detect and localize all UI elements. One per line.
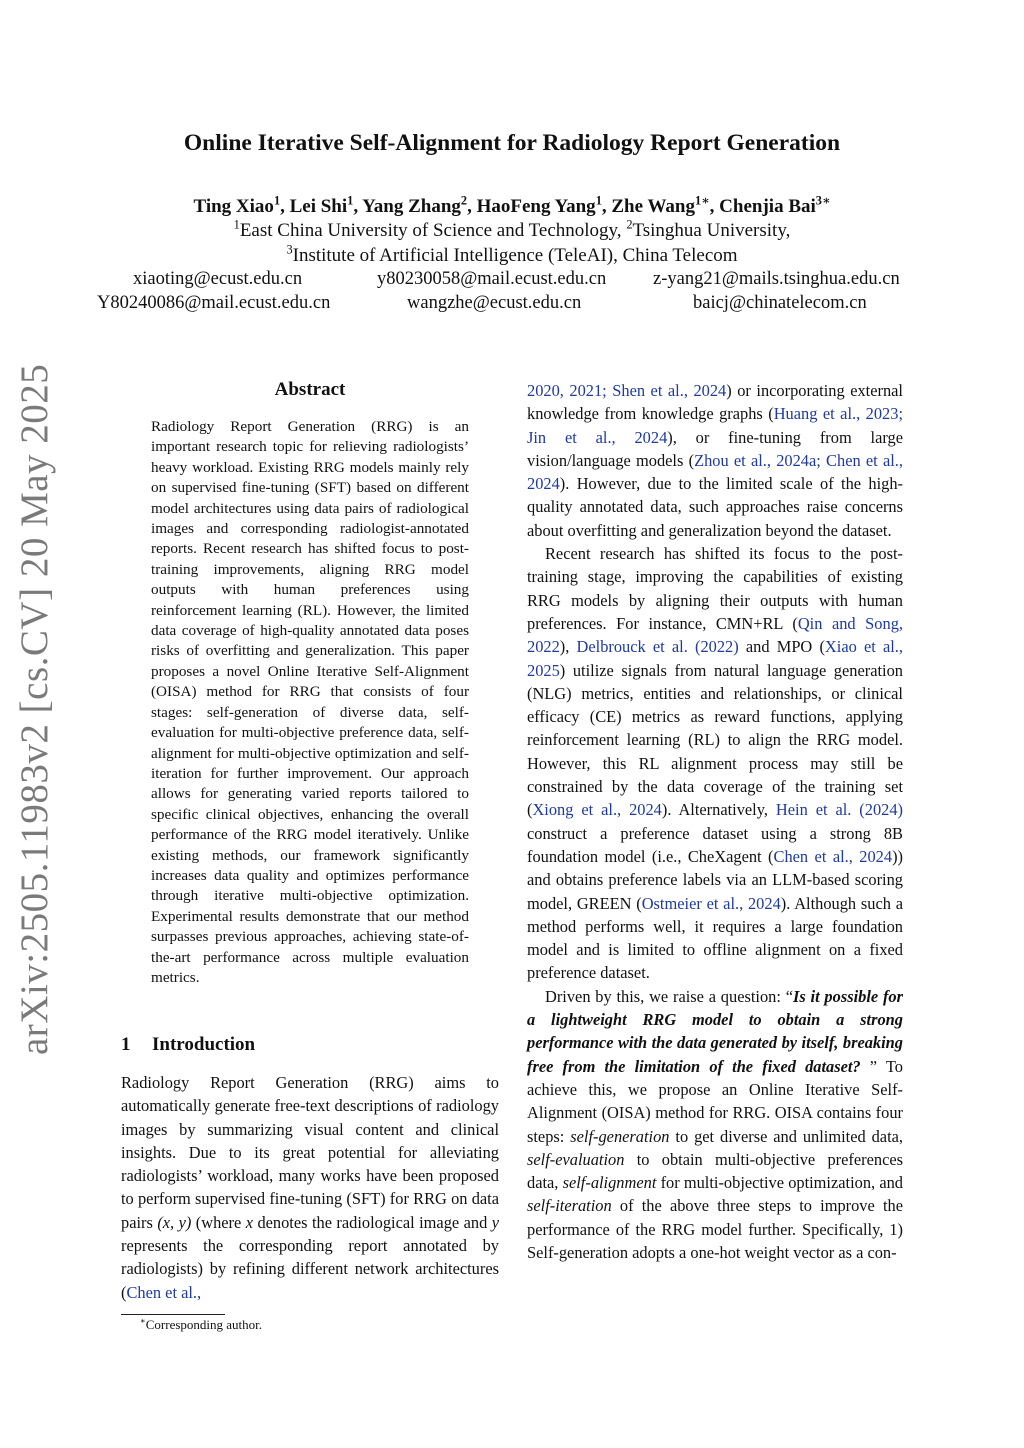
email: y80230058@mail.ecust.edu.cn bbox=[377, 269, 607, 289]
body-text: Driven by this, we raise a question: “ bbox=[545, 986, 793, 1006]
arxiv-identifier: arXiv:2505.11983v2 [cs.CV] 20 May 2025 bbox=[13, 363, 56, 1055]
affiliation-text: Institute of Artificial Intelligence (TeleAI), China Telecom bbox=[292, 245, 738, 266]
email: baicj@chinatelecom.cn bbox=[693, 293, 867, 313]
author-affil-mark: 1 bbox=[595, 193, 602, 208]
author-affil-mark: 2 bbox=[460, 193, 468, 208]
math-inline: (x, y) bbox=[157, 1212, 192, 1232]
footnote-mark: ∗ bbox=[140, 1315, 146, 1326]
affil-mark: 3 bbox=[286, 242, 293, 257]
email: z-yang21@mails.tsinghua.edu.cn bbox=[653, 269, 900, 289]
body-text: and MPO ( bbox=[738, 637, 825, 657]
affiliation-text: Tsinghua University, bbox=[632, 220, 791, 241]
author-list: Ting Xiao$^1$, Lei Shi$^1$, Yang Zhang$^2$, HaoFeng Yang$^1$, Zhe Wang$^{1∗}$, Chenjia Bai$^{3∗}$ bbox=[193, 193, 831, 217]
section-heading-introduction bbox=[121, 1034, 255, 1056]
author-name: Yang Zhang bbox=[362, 196, 461, 217]
citation-link[interactable]: Chen et al., 2024 bbox=[773, 846, 893, 866]
body-text: Radiology Report Generation (RRG) aims to automatically generate free-text descriptions of radiology images by summarizing visual content and clinical insights. Due to its great potential for alleviating radiologists’ workload, many works have been proposed to perform supervised fine-tuning (SFT) for RRG on data pairs bbox=[121, 1073, 499, 1232]
body-text: ) utilize signals from natural language generation (NLG) metrics, entities and relationships, or clinical efficacy (CE) metrics as reward functions, applying reinforcement learning (RL) to align the RRG model. However, this RL alignment process may still be constrained by the data coverage of the training set ( bbox=[527, 660, 903, 820]
citation-link[interactable]: Zhou et al., 2024a; Chen et al., 2024 bbox=[527, 450, 903, 494]
body-text: to get diverse and unlimited data, bbox=[669, 1126, 904, 1146]
abstract-heading: Abstract bbox=[274, 379, 346, 400]
footnote bbox=[140, 1317, 262, 1333]
body-text: construct a preference dataset using a strong 8B foundation model (i.e., CheXagent ( bbox=[527, 823, 903, 866]
author-name: HaoFeng Yang bbox=[476, 196, 596, 217]
affiliation-line-2 bbox=[0, 242, 1024, 267]
author-affil-mark: 1 bbox=[273, 193, 281, 208]
citation-link[interactable]: Chen et al., bbox=[126, 1282, 202, 1302]
footnote-text: Corresponding author. bbox=[145, 1317, 263, 1332]
right-paragraph-3 bbox=[527, 985, 903, 1265]
emphasis-term: self-iteration bbox=[527, 1196, 612, 1216]
abstract-text: Radiology Report Generation (RRG) is an important research topic for relieving radiologists’ heavy workload. Existing RRG models mainly rely on supervised fine-tuning (SFT) based on different model architectures using data pairs of radiological images and corresponding radiologist-annotated reports. Recent research has shifted focus to post-training improvements, aligning RRG model outputs with human preferences using reinforcement learning (RL). However, the limited data coverage of high-quality annotated data poses risks of overfitting and generalization. This paper proposes a novel Online Iterative Self-Alignment (OISA) method for RRG that consists of four stages: self-generation of diverse data, self-evaluation for multi-objective preference data, self-alignment for multi-objective optimization and self-iteration for further improvement. Our approach allows for generating varied reports tailored to specific clinical objectives, enhancing the overall performance of the RRG model iteratively. Unlike existing methods, our framework significantly increases data quality and optimizes performance through iterative multi-objective optimization. Experimental results demonstrate that our method surpasses previous approaches, achieving state-of-the-art performance across multiple evaluation metrics. bbox=[151, 418, 469, 986]
email: wangzhe@ecust.edu.cn bbox=[407, 293, 582, 313]
body-text: ), or fine-tuning from large vision/language models ( bbox=[527, 427, 903, 470]
emphasis-term: self-alignment bbox=[562, 1173, 657, 1193]
citation-link[interactable]: Ostmeier et al., 2024 bbox=[641, 893, 781, 913]
author-affil-mark: 3∗ bbox=[815, 193, 831, 208]
paper-title: Online Iterative Self-Alignment for Radiology Report Generation bbox=[183, 130, 841, 156]
math-inline: y bbox=[491, 1212, 500, 1232]
section-title: Introduction bbox=[152, 1034, 256, 1055]
emphasis-question: Is it possible for a lightweight RRG model to obtain a strong performance with the data generated by itself, breaking free from the limitation of the fixed dataset? bbox=[527, 986, 903, 1076]
citation-link[interactable]: Qin and Song, 2022 bbox=[527, 613, 903, 657]
body-text: represents the corresponding report annotated by radiologists) by refining different network architectures ( bbox=[121, 1236, 499, 1302]
body-text: )) and obtains preference labels via an LLM-based scoring model, GREEN ( bbox=[527, 846, 903, 913]
author-name: Lei Shi bbox=[289, 196, 348, 217]
body-text: ). Alternatively, bbox=[661, 800, 776, 820]
author-name: Zhe Wang bbox=[611, 196, 695, 217]
affiliation-text: East China University of Science and Technology, bbox=[239, 220, 627, 241]
math-inline: x bbox=[245, 1212, 253, 1232]
body-text: ). However, due to the limited scale of the high-quality annotated data, such approaches raise concerns about overfitting and generalization beyond the dataset. bbox=[527, 474, 903, 540]
email: Y80240086@mail.ecust.edu.cn bbox=[97, 293, 331, 313]
right-paragraph-2 bbox=[527, 542, 903, 985]
body-text: denotes the radiological image and bbox=[253, 1212, 492, 1232]
introduction-paragraph-1 bbox=[121, 1071, 499, 1304]
citation-link[interactable]: Huang et al., 2023; Jin et al., 2024 bbox=[527, 404, 903, 447]
author-affil-mark: 1∗ bbox=[694, 193, 710, 208]
body-text: (where bbox=[191, 1212, 246, 1232]
section-number: 1 bbox=[121, 1034, 131, 1055]
emphasis-term: self-evaluation bbox=[527, 1149, 625, 1169]
emphasis-term: self-generation bbox=[570, 1126, 670, 1146]
email: xiaoting@ecust.edu.cn bbox=[133, 269, 303, 289]
body-text: of the above three steps to improve the performance of the RRG model further. Specifically, 1) Self-generation adopts a one-hot weight vector as a con- bbox=[527, 1196, 903, 1262]
body-text: ” To achieve this, we propose an Online Iterative Self-Alignment (OISA) method for RRG. OISA contains four steps: bbox=[527, 1056, 903, 1146]
body-text: ) or incorporating external knowledge from knowledge graphs ( bbox=[527, 381, 903, 424]
citation-link[interactable]: Xiong et al., 2024 bbox=[532, 800, 662, 820]
affil-mark: 1 bbox=[233, 217, 240, 232]
footnote-rule bbox=[121, 1314, 225, 1315]
citation-link[interactable]: Delbrouck et al. (2022) bbox=[576, 637, 739, 657]
citation-link[interactable]: 2020, 2021; Shen et al., 2024 bbox=[527, 381, 727, 400]
author-affil-mark: 1 bbox=[347, 193, 354, 208]
right-paragraph-1 bbox=[527, 379, 903, 542]
body-text: Recent research has shifted its focus to the post-training stage, improving the capabilities of existing RRG models by aligning their outputs with human preferences. For instance, CMN+RL ( bbox=[527, 544, 903, 633]
body-text: ), bbox=[559, 637, 577, 657]
body-text: to obtain multi-objective preferences data, bbox=[527, 1149, 903, 1193]
author-name: Chenjia Bai bbox=[719, 196, 816, 217]
affiliation-line-1 bbox=[0, 217, 1024, 242]
right-column bbox=[527, 379, 903, 1264]
citation-link[interactable]: Xiao et al., 2025 bbox=[527, 637, 903, 680]
citation-link[interactable]: Hein et al. (2024) bbox=[775, 800, 904, 820]
affil-mark: 2 bbox=[626, 217, 633, 232]
body-text: ). Although such a method performs well, it requires a large foundation model and is limited to offline alignment on a fixed preference dataset. bbox=[527, 893, 903, 983]
body-text: for multi-objective optimization, and bbox=[656, 1173, 903, 1193]
author-name: Ting Xiao bbox=[193, 196, 274, 217]
